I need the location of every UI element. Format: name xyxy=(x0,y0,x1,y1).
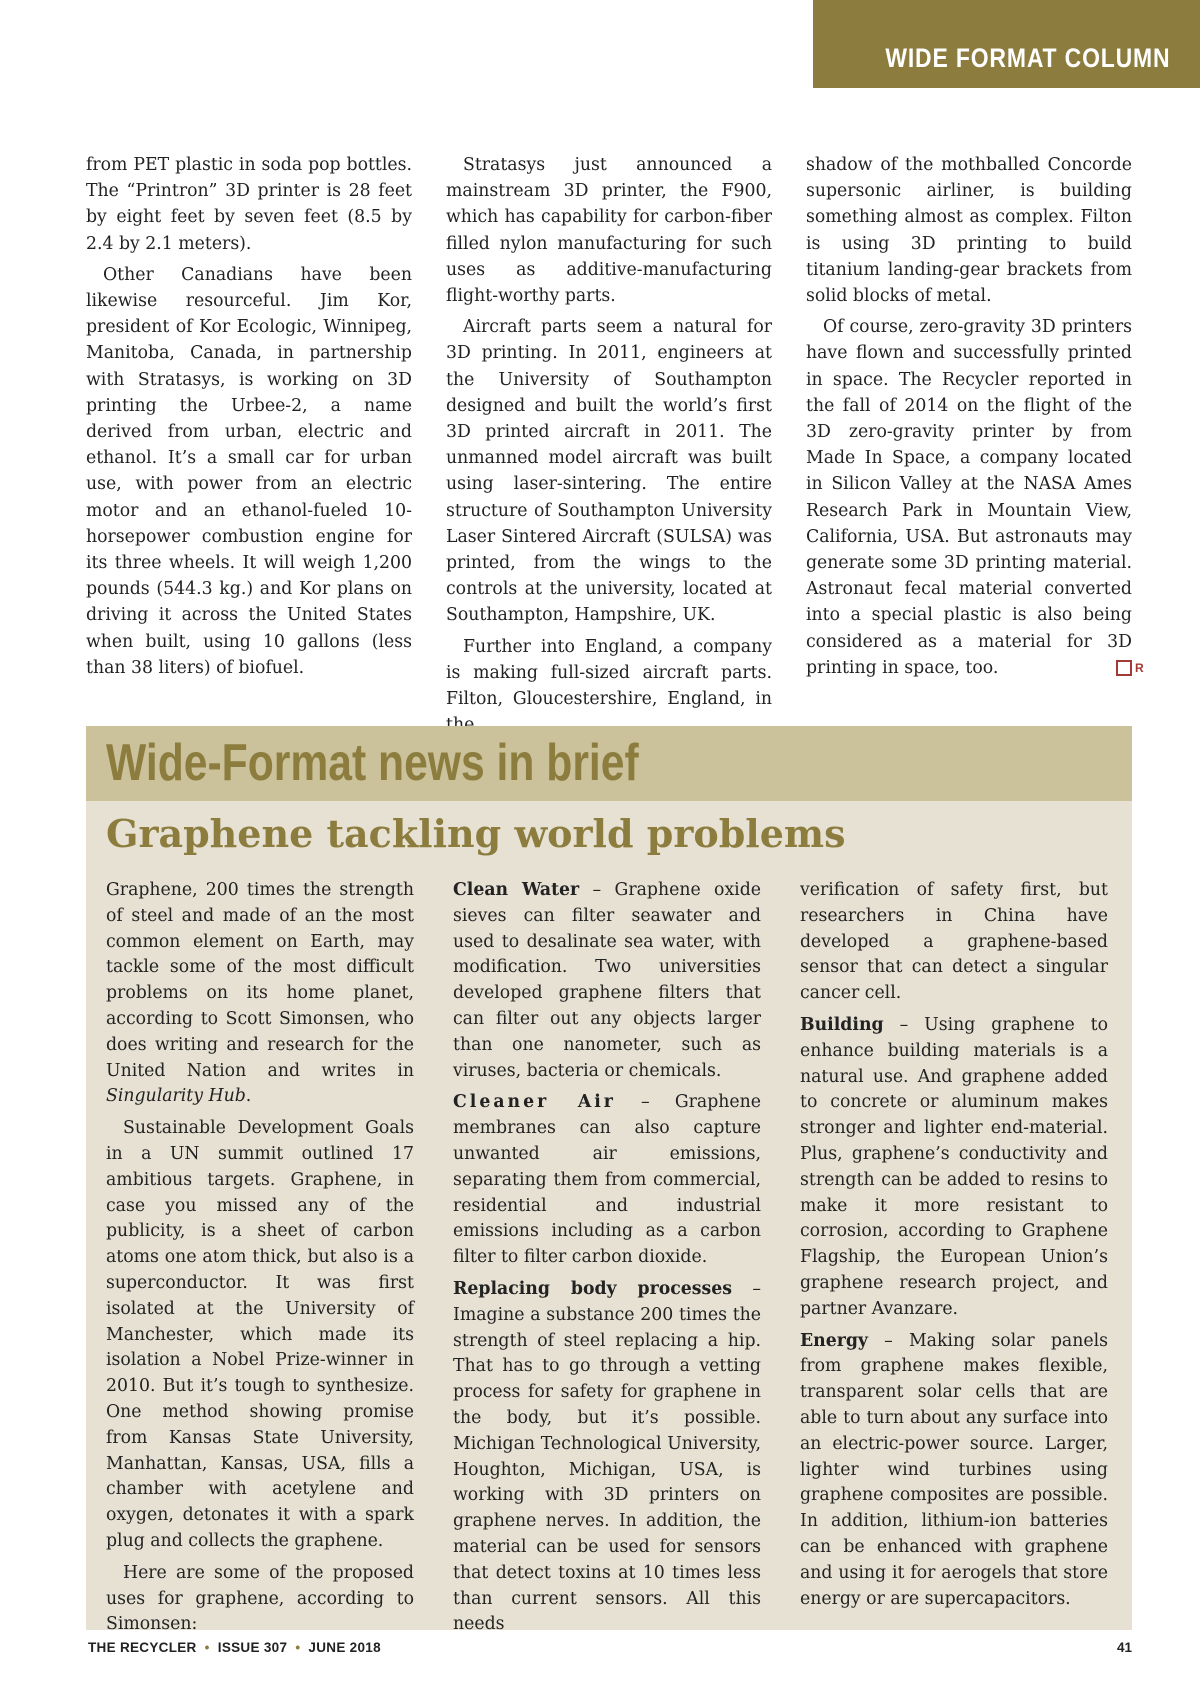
recycler-end-mark-icon: R xyxy=(1116,660,1132,676)
news-column-1 xyxy=(106,878,414,1644)
section-tab xyxy=(813,0,1200,88)
article-column-2 xyxy=(446,152,772,743)
paragraph-text: – Graphene membranes can also capture unwanted air emissions, separating them from commercial, residential and industrial emissions including as a carbon filter to filter carbon dioxide. xyxy=(453,1092,761,1268)
paragraph xyxy=(106,878,414,1110)
paragraph: Stratasys just announced a mainstream 3D printer, the F900, which has capability for carbon-fiber filled nylon manufacturing for such uses as additive-manufacturing flight-worthy parts. xyxy=(446,155,772,307)
section-label: WIDE FORMAT COLUMN xyxy=(884,43,1170,73)
paragraph: Here are some of the proposed uses for graphene, according to Simonsen: xyxy=(106,1562,414,1635)
news-header-band xyxy=(86,726,1132,801)
paragraph-cleaner-air xyxy=(453,1090,761,1271)
publication-name: Singularity Hub xyxy=(106,1086,246,1107)
topic-label: Replacing body processes xyxy=(453,1278,732,1299)
topic-label: Cleaner Air xyxy=(453,1092,616,1113)
paragraph-text: – Imagine a substance 200 times the strength of steel replacing a hip. That has to go through a vetting process for safety for graphene in the body, but it’s possible. Michigan Technological University, Houghton, Michigan, USA, is working with 3D printers on graphene nerves. In addition, the material can be used for sensors that detect toxins at 10 times less than current sensors. All this needs xyxy=(453,1278,761,1635)
paragraph: Further into England, a company is making full-sized aircraft parts. Filton, Gloucestershire, England, in xyxy=(446,636,772,710)
issue-number: ISSUE 307 xyxy=(217,1640,288,1655)
paragraph: Aircraft parts seem a natural for 3D printing. In 2011, engineers at the University of Southampton designed and built the world’s first 3D printed aircraft in 2011. The unmanned model aircraft was built using laser-sintering. The entire structure of Southampton University Laser Sintered Aircraft (SULSA) was printed, from the wings to the controls at the university, located at Southampton, Hampshire, UK. xyxy=(446,317,772,626)
paragraph-building xyxy=(800,1013,1108,1323)
paragraph: from PET plastic in soda pop bottles. The “Printron” 3D printer is 28 feet by eight feet by seven feet (8.5 by 2.4 by 2.1 meters). xyxy=(86,155,412,254)
news-in-brief-box xyxy=(86,726,1132,1635)
news-column-3 xyxy=(800,878,1108,1618)
publication-name: THE RECYCLER xyxy=(88,1640,197,1655)
paragraph: shadow of the mothballed Concorde supersonic airliner, is building something almost as complex. Filton is using 3D printing to build titanium landing-gear brackets from solid blocks of metal. xyxy=(806,155,1132,307)
paragraph-text: – Graphene oxide sieves can filter seawater and used to desalinate sea water, with modification. Two universities developed graphene filters that can filter out any objects larger than one nanometer, such as viruses, bacteria or chemicals. xyxy=(453,880,762,1081)
separator-dot-icon: • xyxy=(204,1640,210,1655)
news-headline: Graphene tackling world problems xyxy=(106,811,846,856)
paragraph-text: – Making solar panels from graphene makes flexible, transparent solar cells that are able to turn about any surface into an electric-power source. Larger, lighter wind turbines using graphene composites are possible. In addition, lithium-ion batteries can be enhanced with graphene and using it for aerogels that store energy or are supercapacitors. xyxy=(800,1330,1108,1609)
page-number: 41 xyxy=(1116,1640,1132,1655)
paragraph-energy xyxy=(800,1329,1108,1613)
separator-dot-icon: • xyxy=(295,1640,301,1655)
topic-label: Energy xyxy=(800,1330,868,1351)
paragraph-clean-water xyxy=(453,878,761,1084)
footer-publication-info xyxy=(88,1640,381,1655)
paragraph-text: Graphene, 200 times the strength of steel and made of an the most common element on Earth, may tackle some of the most difficult problems on its home planet, according to Scott Simonsen, who does writing and research for the United Nation and writes in xyxy=(106,880,414,1081)
paragraph: Sustainable Development Goals in a UN summit outlined 17 ambitious targets. Graphene, in case you missed any of the publicity, is a sheet of carbon atoms one atom thick, but also is a superconductor. It was first isolated at the University of Manchester, which made its isolation a Nobel Prize-winner in 2010. But it’s tough to synthesize. One method showing promise from Kansas State University, Manhattan, Kansas, USA, fills a chamber with acetylene and oxygen, detonates it with a spark plug and collects the graphene. xyxy=(106,1118,414,1551)
paragraph-text: – Using graphene to enhance building materials is a natural use. And graphene added to concrete or aluminum makes stronger and lighter end-material. Plus, graphene’s conductivity and strength can be added to resins to make it more resistant to corrosion, according to Graphene Flagship, the European Union’s graphene research project, and partner Avanzare. xyxy=(800,1014,1108,1319)
paragraph-end: . xyxy=(245,1086,252,1107)
news-section-title: Wide-Format news in brief xyxy=(106,734,639,792)
paragraph xyxy=(806,314,1144,681)
paragraph: verification of safety first, but researchers in China have developed a graphene-based sensor that can detect a singular cancer cell. xyxy=(800,880,1108,1004)
paragraph-text: Of course, zero-gravity 3D printers have flown and successfully printed in space. The Recycler reported in the fall of 2014 on the flight of the 3D zero-gravity printer by from Made In Space, a company located in Silicon Valley at the NASA Ames Research Park in Mountain View, California, USA. But astronauts may generate some 3D printing material. Astronaut fecal material converted into a special plastic is also being considered as a material for 3D printing in space, too. xyxy=(806,317,1132,678)
topic-label: Clean Water xyxy=(453,880,580,900)
article-column-3 xyxy=(806,152,1144,686)
topic-label: Building xyxy=(800,1014,884,1035)
paragraph: Other Canadians have been likewise resourceful. Jim Kor, president of Kor Ecologic, Winnipeg, Manitoba, Canada, in partnership with Stratasys, is working on 3D printing the Urbee-2, a name derived from urban, electric and ethanol. It’s a small car for urban use, with power from an electric motor and an ethanol-fueled 10-horsepower combustion engine for its three wheels. It will weigh 1,200 pounds (544.3 kg.) and Kor plans on driving it across the United States when built, using 10 gallons (less than 38 liters) of biofuel. xyxy=(86,264,412,678)
paragraph-body-processes xyxy=(453,1277,761,1638)
news-column-2 xyxy=(453,878,761,1644)
article-column-1 xyxy=(86,152,412,686)
article-body xyxy=(86,152,1144,710)
issue-date: JUNE 2018 xyxy=(308,1640,381,1655)
